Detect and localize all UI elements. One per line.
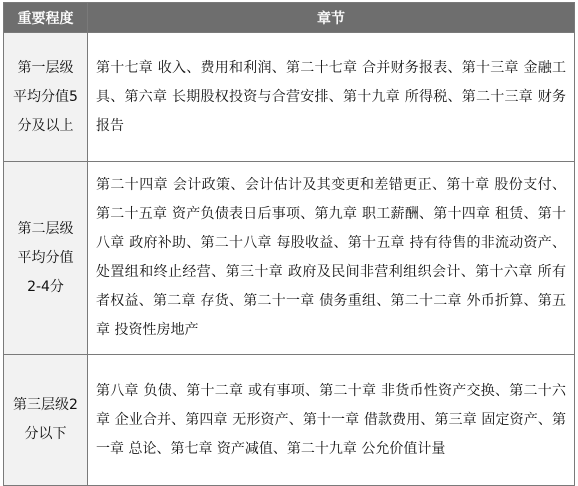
- chapters-cell: 第十七章 收入、费用和利润、第二十七章 合并财务报表、第十三章 金融工具、第六章 长期股权投资与合营安排、第十九章 所得税、第二十三章 财务报告: [88, 33, 575, 162]
- chapters-cell: 第二十四章 会计政策、会计估计及其变更和差错更正、第十章 股份支付、第二十五章 资产负债表日后事项、第九章 职工薪酬、第十四章 租赁、第十八章 政府补助、第二十八章 每股收益、第十五章 持有待售的非流动资产、处置组和终止经营、第三十章 政府及民间非营利组织会计、第十六章 所有者权益、第二章 存货、第二十一章 债务重组、第二十二章 外币折算、第五章 投资性房地产: [88, 162, 575, 355]
- importance-level-cell: 第一层级平均分值5分及以上: [4, 33, 88, 162]
- importance-level-cell: 第二层级平均分值2-4分: [4, 162, 88, 355]
- table-header-row: [4, 3, 575, 33]
- chapter-importance-table: [3, 2, 575, 486]
- chapters-cell: 第八章 负债、第十二章 或有事项、第二十章 非货币性资产交换、第二十六章 企业合并、第四章 无形资产、第十一章 借款费用、第三章 固定资产、第一章 总论、第七章 资产减值、第二十九章 公允价值计量: [88, 355, 575, 486]
- table-row: [4, 162, 575, 355]
- importance-column-header: 重要程度: [4, 3, 88, 33]
- importance-level-cell: 第三层级2分以下: [4, 355, 88, 486]
- chapters-column-header: 章节: [88, 3, 575, 33]
- table-row: [4, 33, 575, 162]
- table-row: [4, 355, 575, 486]
